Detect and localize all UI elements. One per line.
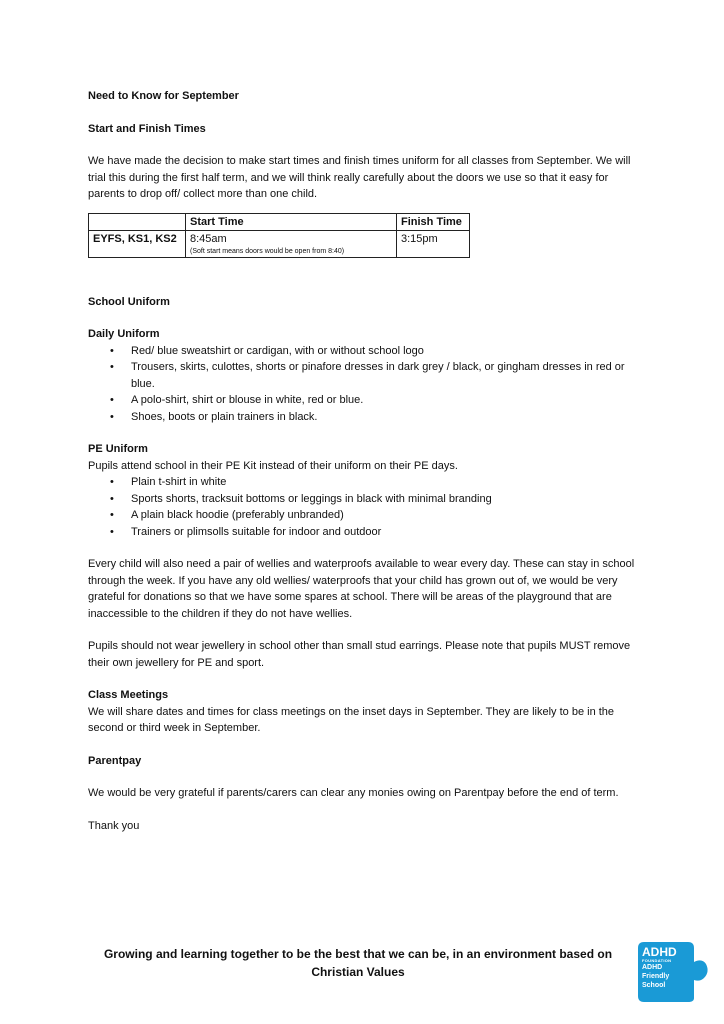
- pe-uniform-list: [88, 474, 648, 540]
- logo-line-5: School: [642, 982, 666, 989]
- start-time-note: (Soft start means doors would be open from 8:40): [190, 247, 345, 255]
- table-header-empty: [89, 213, 186, 230]
- table-cell-finish: 3:15pm: [397, 230, 470, 257]
- logo-line-3: ADHD: [642, 964, 663, 971]
- logo-text: [642, 946, 677, 990]
- table-header-row: [89, 213, 470, 230]
- logo-line-2: FOUNDATION: [642, 958, 672, 963]
- daily-uniform-heading: Daily Uniform: [88, 328, 160, 340]
- list-item: • Plain t-shirt in white: [88, 474, 648, 491]
- list-item: • Shoes, boots or plain trainers in black.: [88, 409, 648, 426]
- pe-intro: Pupils attend school in their PE Kit instead of their uniform on their PE days.: [88, 459, 458, 472]
- list-item: • A polo-shirt, shirt or blouse in white, red or blue.: [88, 392, 648, 409]
- parentpay-text: We would be very grateful if parents/carers can clear any monies owing on Parentpay before the end of term.: [88, 787, 619, 799]
- uniform-heading: School Uniform: [88, 295, 170, 308]
- times-heading: Start and Finish Times: [88, 122, 206, 135]
- logo-line-1: ADHD: [642, 945, 677, 959]
- table-header-finish: Finish Time: [397, 213, 470, 230]
- list-item: • Trainers or plimsolls suitable for indoor and outdoor: [88, 524, 648, 541]
- class-meetings-heading: Class Meetings: [88, 689, 169, 701]
- class-meetings-text: We will share dates and times for class meetings on the inset days in September. They are likely to be in the second or third week in September.: [88, 705, 615, 734]
- parentpay-heading: Parentpay: [88, 754, 142, 767]
- daily-uniform-list: [88, 343, 648, 426]
- sign-off: Thank you: [88, 819, 140, 832]
- table-row-label: EYFS, KS1, KS2: [89, 230, 186, 257]
- list-item: • A plain black hoodie (preferably unbranded): [88, 507, 648, 524]
- table-header-start: Start Time: [186, 213, 397, 230]
- list-item: • Sports shorts, tracksuit bottoms or leggings in black with minimal branding: [88, 491, 648, 508]
- table-row: [89, 230, 470, 257]
- table-cell-start: [186, 230, 397, 257]
- jewellery-paragraph: Pupils should not wear jewellery in school other than small stud earrings. Please note that pupils MUST remove their own jewellery for PE and sport.: [88, 640, 631, 669]
- list-item: • Red/ blue sweatshirt or cardigan, with or without school logo: [88, 343, 648, 360]
- document-body: [88, 88, 648, 834]
- times-intro: We have made the decision to make start times and finish times uniform for all classes from September. We will trial this during the first half term, and we will think really carefully about the doors we use so that it easy for parents to drop off/ collect more than one child.: [88, 155, 631, 200]
- list-item: • Trousers, skirts, culottes, shorts or pinafore dresses in dark grey / black, or gingham dresses in red or blue.: [88, 359, 648, 392]
- start-time: 8:45am: [190, 232, 227, 245]
- logo-line-4: Friendly: [642, 973, 670, 980]
- adhd-friendly-school-logo: [636, 940, 710, 1004]
- footer-motto: Growing and learning together to be the best that we can be, in an environment based on Christian Values: [103, 947, 613, 979]
- times-table: [88, 213, 470, 258]
- document-title: Need to Know for September: [88, 90, 239, 102]
- wellies-paragraph: Every child will also need a pair of wellies and waterproofs available to wear every day. These can stay in school through the week. If you have any old wellies/ waterproofs that your child has grown out of, we would be very grateful for donations so that we have some spares at school. There will be areas of the playground that are inaccessible to the children if they do not have wellies.: [88, 558, 635, 620]
- pe-uniform-heading: PE Uniform: [88, 443, 148, 455]
